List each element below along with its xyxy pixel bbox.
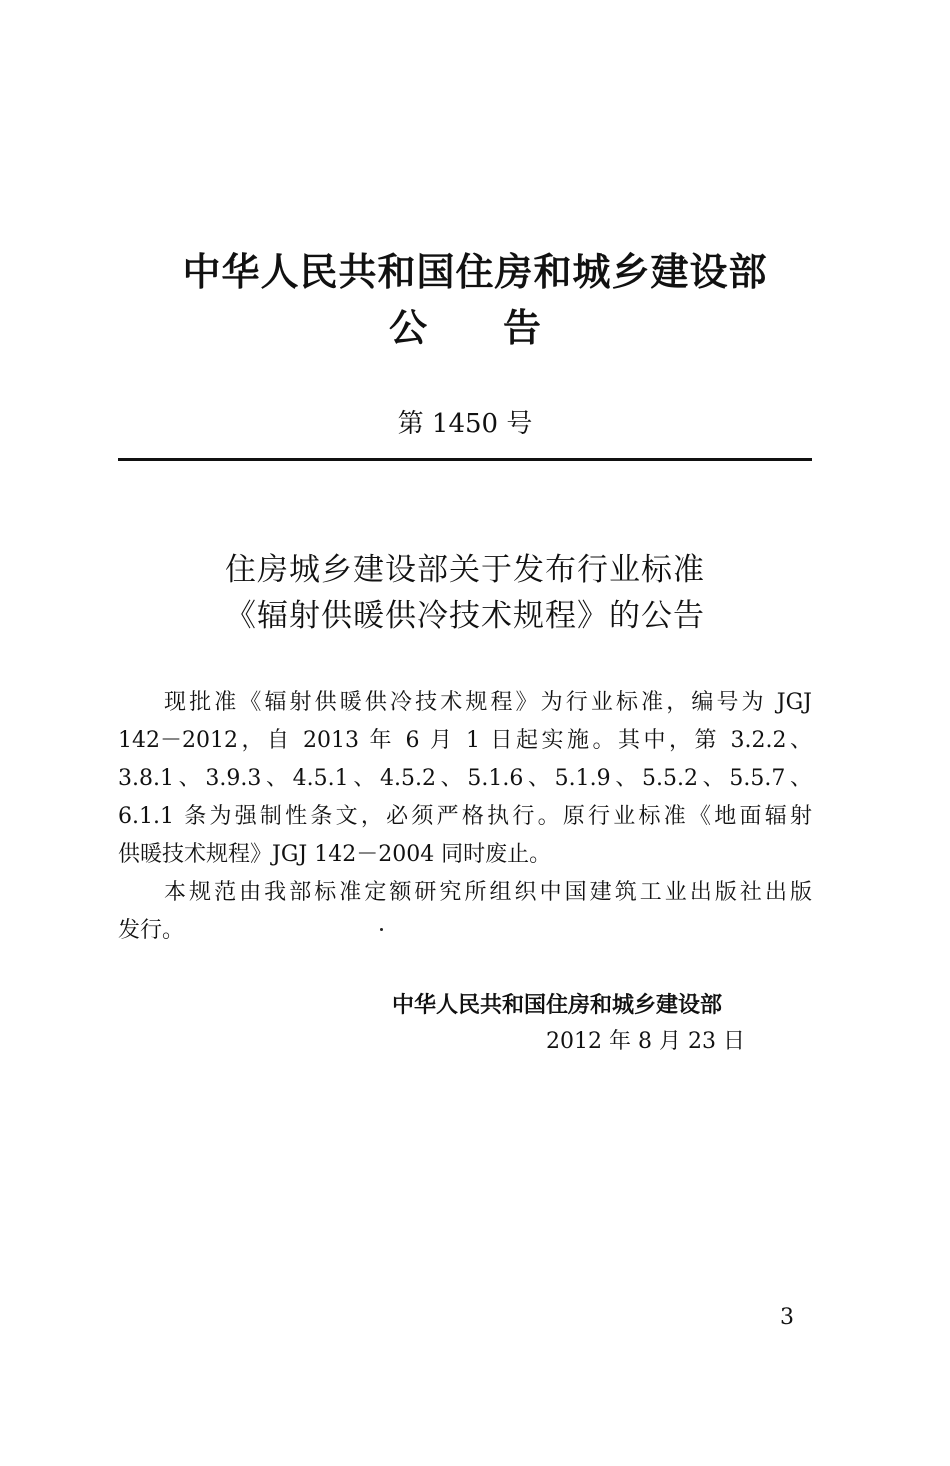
body-line: 本规范由我部标准定额研究所组织中国建筑工业出版社出版 — [164, 880, 812, 905]
notice-body — [118, 684, 812, 950]
notice-number: 第 1450 号 — [397, 409, 533, 439]
body-line: 142－2012，自 2013 年 6 月 1 日起实施。其中，第 3.2.2、 — [118, 728, 812, 753]
subject-line-2: 《辐射供暖供冷技术规程》的公告 — [225, 598, 705, 634]
body-line: 发行。 — [118, 918, 185, 943]
signature-issuer: 中华人民共和国住房和城乡建设部 — [392, 993, 723, 1018]
body-line: 6.1.1 条为强制性条文，必须严格执行。原行业标准《地面辐射 — [118, 804, 812, 829]
body-line: 现批准《辐射供暖供冷技术规程》为行业标准，编号为 JGJ — [164, 690, 812, 715]
notice-char-1: 公 — [388, 306, 427, 350]
body-paragraph-1 — [118, 684, 812, 874]
body-paragraph-2 — [118, 874, 812, 950]
page-number: 3 — [780, 1305, 794, 1330]
notice-title — [0, 302, 930, 354]
print-speck — [380, 928, 383, 931]
notice-char-2: 告 — [503, 306, 542, 350]
signature-date: 2012 年 8 月 23 日 — [546, 1029, 745, 1054]
body-line: 供暖技术规程》JGJ 142－2004 同时废止。 — [118, 842, 552, 867]
body-line: 3.8.1、3.9.3、4.5.1、4.5.2、5.1.6、5.1.9、5.5.2、5.5.7、 — [118, 766, 812, 791]
subject-line-1: 住房城乡建设部关于发布行业标准 — [225, 552, 705, 588]
ministry-title: 中华人民共和国住房和城乡建设部 — [182, 250, 768, 294]
header-divider — [118, 458, 812, 461]
